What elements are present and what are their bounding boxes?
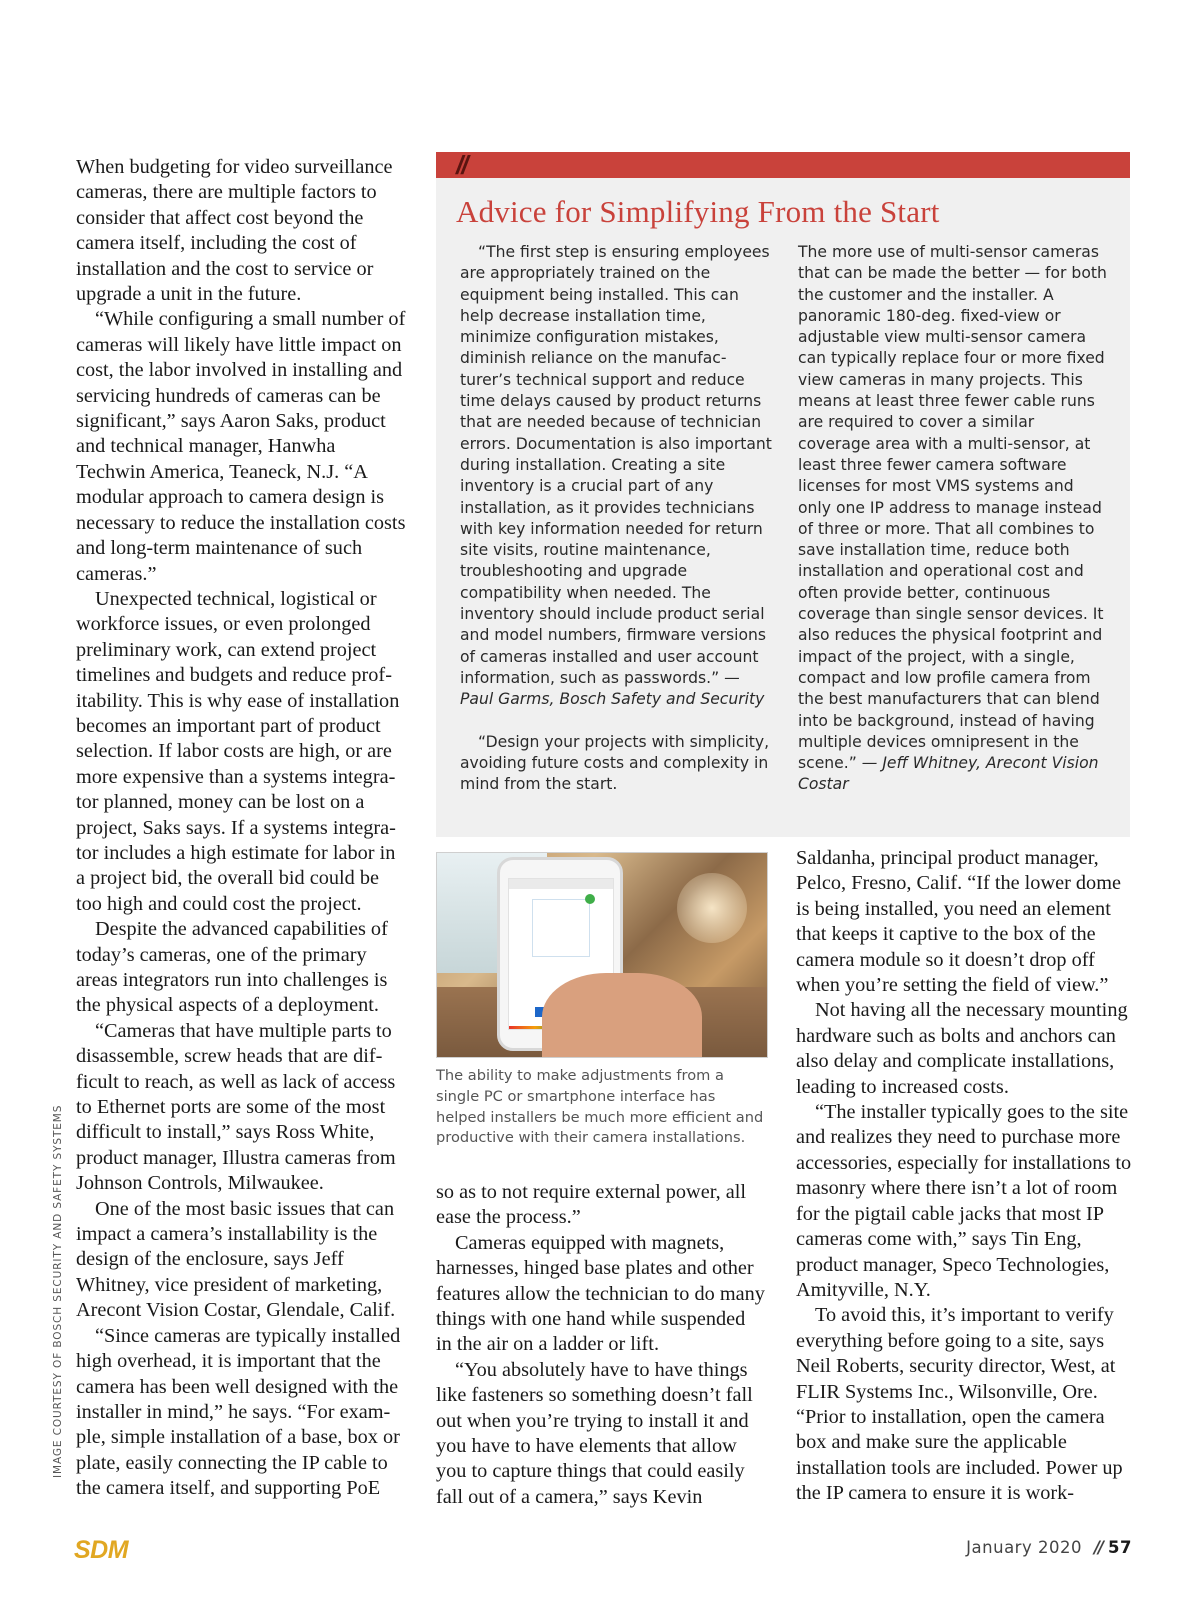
issue-date: January 2020 <box>966 1538 1082 1557</box>
paragraph: “Cameras that have multiple parts to disassemble, screw heads that are difficult to reach, as well as lack of access to Ethernet ports are some of the most difficult to install,” says Ross White, product manager, Illustra cameras from Johnson Controls, Milwaukee. <box>76 1019 396 1195</box>
sidebar-quote <box>460 242 772 711</box>
article-column-2 <box>436 1180 766 1510</box>
smartphone-photo <box>436 852 768 1058</box>
paragraph: Unexpected technical, logistical or workforce issues, or even prolonged preliminary work, can extend project timelines and budgets and reduce profitability. This is why ease of installation becomes an important part of product selection. If labor costs are high, or are more expensive than a systems integrator planned, money can be lost on a project, Saks says. If a systems integrator includes a high estimate for labor in a project bid, the overall bid could be too high and could cost the project. <box>76 587 400 915</box>
page-footer <box>966 1538 1132 1557</box>
paragraph: “You absolutely have to have things like fasteners so something doesn’t fall out when you’re trying to install it and you have to have elements that allow you to capture things that could easily fall out of a camera,” says Kevin <box>436 1358 753 1508</box>
footer-separator: // <box>1093 1538 1103 1557</box>
paragraph: “Since cameras are typically installed high overhead, it is important that the camera has been well designed with the installer in mind,” he says. “For example, simple installation of a base, box or plate, easily connecting the IP cable to the camera itself, and supporting PoE <box>76 1324 401 1500</box>
sidebar-title: Advice for Simplifying From the Start <box>456 194 940 229</box>
quote-text: The more use of multi-sensor cameras that can be made the better — for both the customer and the installer. A panoramic 180-deg. fixed-view or adjustable view multi-sensor camera can typically replace four or more fixed view cameras in many projects. This means at least three fewer cable runs are required to cover a similar coverage area with a multi-sensor, at least three fewer camera software licenses for most VMS systems and only one IP address to manage instead of three or more. That all combines to save installation time, reduce both installation and operational cost and often provide better, continuous coverage than single sensor devices. It also reduces the physical footprint and impact of the project, with a single, compact and low profile camera from the best manufacturers that can blend into be background, instead of having multiple devices omnipresent in the scene.” <box>798 243 1107 773</box>
photo-caption: The ability to make adjustments from a single PC or smartphone interface has helped installers be much more efficient and productive with their camera installations. <box>436 1067 764 1147</box>
paragraph: When budgeting for video surveillance cameras, there are multiple factors to consider that affect cost beyond the camera itself, including the cost of installation and the cost to service or upgrade a unit in the future. <box>76 156 393 306</box>
paragraph: “While configuring a small number of cameras will likely have little impact on cost, the labor involved in installing and servicing hundreds of cameras can be significant,” says Aaron Saks, product and technical manager, Hanwha Techwin America, Teaneck, N.J. “A modular approach to camera design is necessary to reduce the installation costs and long-term maintenance of such cameras.” <box>76 308 406 585</box>
paragraph: Cameras equipped with magnets, harnesses, hinged base plates and other features allow the technician to do many things with one hand while suspended in the air on a ladder or lift. <box>436 1231 765 1356</box>
paragraph: Despite the advanced capabilities of today’s cameras, one of the primary areas integrators run into challenges is the physical aspects of a deployment. <box>76 918 388 1017</box>
sdm-logo: SDM <box>74 1536 129 1564</box>
image-credit: IMAGE COURTESY OF BOSCH SECURITY AND SAFETY SYSTEMS <box>52 1104 64 1478</box>
paragraph: Not having all the necessary mounting hardware such as bolts and anchors can also delay and complicate installations, leading to increased costs. <box>796 999 1128 1098</box>
quote-text: “The first step is ensuring employees are appropriately trained on the equipment being installed. This can help decrease installation time, minimize configuration mistakes, diminish reliance on the manufacturer’s technical support and reduce time delays caused by product returns that are needed because of technician errors. Documentation is also important during installation. Creating a site inventory is a crucial part of any installation, as it provides technicians with key information needed for return site visits, routine maintenance, troubleshooting and upgrade compatibility when needed. The inventory should include product serial and model numbers, firmware versions of cameras installed and user account information, such as passwords.” <box>460 243 772 687</box>
sidebar-column-left <box>460 242 772 795</box>
sidebar-quote <box>798 242 1110 796</box>
paragraph: “The installer typically goes to the site and realizes they need to purchase more accessories, especially for installations to masonry where there isn’t a lot of room for the pigtail cable jacks that most IP cameras come with,” says Tin Eng, product manager, Speco Technologies, Amityville, N.Y. <box>796 1101 1132 1301</box>
sidebar-accent-bar <box>436 152 1130 178</box>
paragraph: Saldanha, principal product manager, Pelco, Fresno, Calif. “If the lower dome is being installed, you need an element that keeps it captive to the box of the camera module so it doesn’t drop off when you’re setting the field of view.” <box>796 847 1121 997</box>
page-number: 57 <box>1108 1538 1132 1557</box>
paragraph: so as to not require external power, all ease the process.” <box>436 1181 747 1229</box>
quote-attribution: — Jeff Whitney, Arecont Vision Costar <box>798 754 1099 794</box>
paragraph: To avoid this, it’s important to verify everything before going to a site, says Neil Roberts, security director, West, at FLIR Systems Inc., Wilsonville, Ore. “Prior to installation, open the camera box and make sure the applicable installation tools are included. Power up the IP camera to ensure it is work- <box>796 1304 1123 1505</box>
article-column-3 <box>796 846 1136 1507</box>
quote-attribution: — Paul Garms, Bosch Safety and Security <box>460 668 765 709</box>
sidebar-column-right <box>798 242 1110 796</box>
sidebar-box <box>436 152 1130 837</box>
paragraph: One of the most basic issues that can impact a camera’s installability is the design of the enclosure, says Jeff Whitney, vice president of marketing, Arecont Vision Costar, Glendale, Calif. <box>76 1197 396 1322</box>
slash-mark-icon: // <box>456 150 467 180</box>
photo-bokeh-light <box>677 873 747 943</box>
sidebar-quote: “Design your projects with simplicity, avoiding future costs and complexity in mind from the start. <box>460 732 770 794</box>
article-column-1 <box>76 155 406 1502</box>
photo-hand <box>542 973 702 1058</box>
